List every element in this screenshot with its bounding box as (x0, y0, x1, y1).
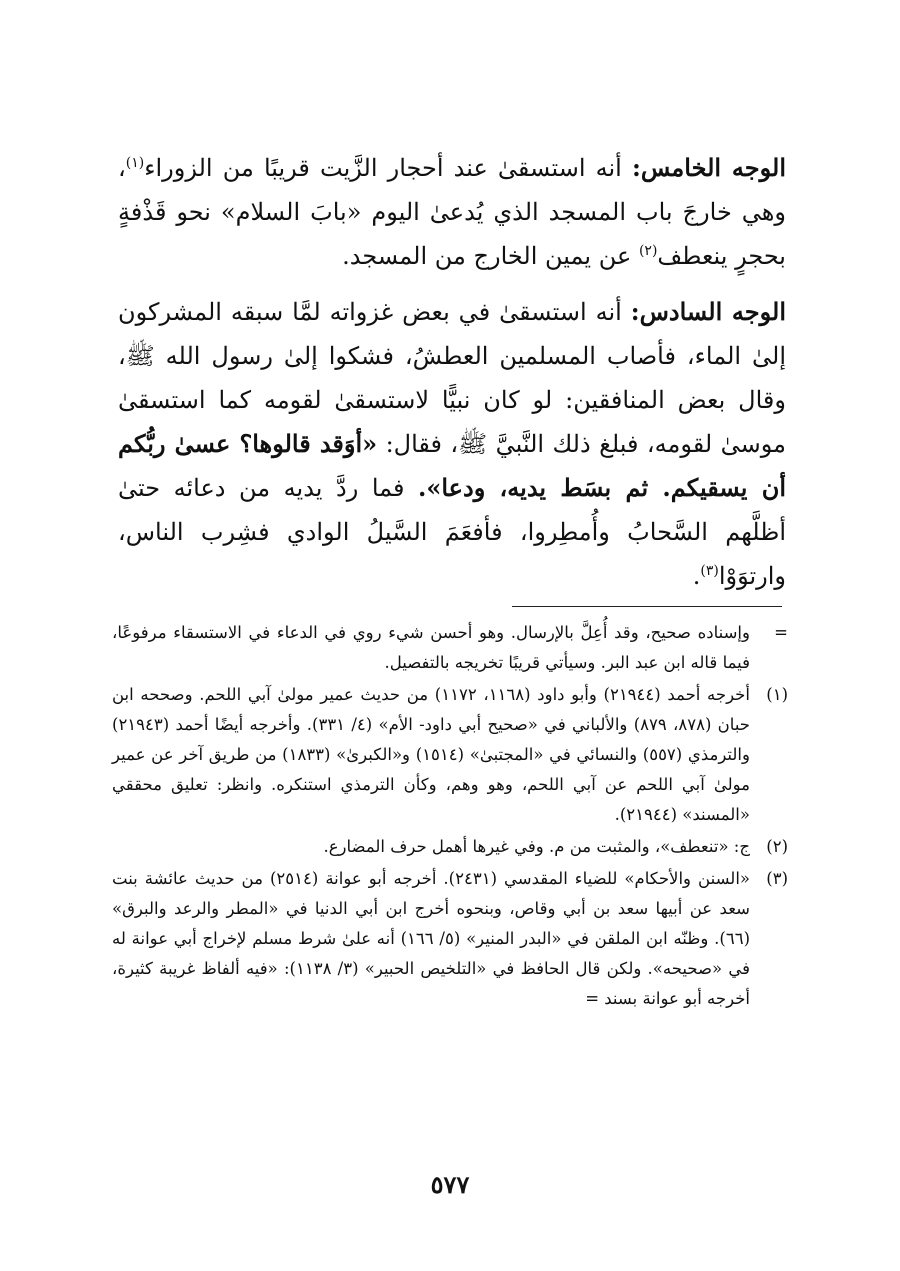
footnote-marker: (١) (766, 685, 788, 704)
paragraph-text: عن يمين الخارج من المسجد. (342, 242, 639, 270)
paragraph-lead: الوجه الخامس: (631, 153, 786, 182)
footnote-ref: (١) (125, 155, 145, 171)
paragraph-text: . (692, 562, 701, 590)
paragraph-fifth-aspect (118, 146, 786, 278)
footnote-marker: = (774, 623, 788, 642)
paragraph-sixth-aspect (118, 290, 786, 598)
footnote-ref: (٢) (638, 243, 658, 259)
paragraph-lead: الوجه السادس: (630, 297, 786, 326)
footnote-marker: (٢) (766, 837, 788, 856)
footnote-continuation (112, 618, 788, 678)
footnotes (112, 618, 788, 1016)
paragraph-text: أنه استسقىٰ عند أحجار الزَّيت قريبًا من الزوراء (144, 154, 632, 182)
paragraph-text: ، وهي خارجَ باب المسجد الذي يُدعىٰ اليوم «بابَ السلام» نحو قَذْفةٍ بحجرٍ ينعطف (118, 154, 786, 270)
footnote-3 (112, 864, 788, 1014)
page-number: ٥٧٧ (430, 1170, 470, 1199)
footnote-ref: (٣) (700, 563, 719, 579)
paragraph-text: فما ردَّ يديه من دعائه حتىٰ أظلَّهم السَّحابُ وأُمطِروا، فأفعَمَ السَّيلُ الوادي فشِرب الناس، وارتوَوْا (118, 474, 786, 590)
footnote-text: ج: «تنعطف»، والمثبت من م. وفي غيرها أهمل حرف المضارع. (323, 837, 750, 856)
footnote-text: أخرجه أحمد (٢١٩٤٤) وأبو داود (١١٦٨، ١١٧٢) من حديث عمير مولىٰ آبي اللحم. وصححه ابن حبان (٨٧٨، ٨٧٩) والألباني في «صحيح أبي داود- الأم» (٤/ ٣٣١). وأخرجه أيضًا أحمد (٢١٩٤٣) والترمذي (٥٥٧) والنسائي في «المجتبىٰ» (١٥١٤) و«الكبرىٰ» (١٨٣٣) من طريق آخر عن عمير مولىٰ آبي اللحم عن آبي اللحم، وهو وهم، وكأن الترمذي استنكره. وانظر: تعليق محققي «المسند» (٢١٩٤٤). (112, 685, 751, 824)
footnote-divider (512, 606, 782, 607)
footnote-marker: (٣) (766, 869, 788, 888)
footnote-1 (112, 680, 788, 830)
main-text (118, 146, 786, 610)
footnote-2 (112, 832, 788, 862)
footnote-text: «السنن والأحكام» للضياء المقدسي (٢٤٣١). أخرجه أبو عوانة (٢٥١٤) من حديث عائشة بنت سعد عن أبيها سعد بن أبي وقاص، وبنحوه أخرج ابن أبي الدنيا في «المطر والرعد والبرق» (٦٦). وظنّه ابن الملقن في «البدر المنير» (٥/ ١٦٦) أنه علىٰ شرط مسلم لإخراج أبي عوانة له في «صحيحه». ولكن قال الحافظ في «التلخيص الحبير» (٣/ ١١٣٨): «فيه ألفاظ غريبة كثيرة، أخرجه أبو عوانة بسند = (112, 869, 751, 1008)
hadith-quote: «أوَقد قالوها؟ عسىٰ ربُّكم أن يسقيكم. ثم بسَط يديه، ودعا». (118, 429, 787, 502)
paragraph-text: أنه استسقىٰ في بعض غزواته لمَّا سبقه المشركون إلىٰ الماء، فأصاب المسلمين العطشُ، فشكوا إلىٰ رسول الله ﷺ، وقال بعض المنافقين: لو كان نبيًّا لاستسقىٰ لقومه كما استسقىٰ موسىٰ لقومه، فبلغ ذلك النَّبيَّ ﷺ، فقال: (118, 298, 787, 458)
footnote-text: وإسناده صحيح، وقد أُعِلَّ بالإرسال. وهو أحسن شيء روي في الدعاء في الاستسقاء مرفوعًا، فيما قاله ابن عبد البر. وسيأتي قريبًا تخريجه بالتفصيل. (112, 623, 750, 672)
